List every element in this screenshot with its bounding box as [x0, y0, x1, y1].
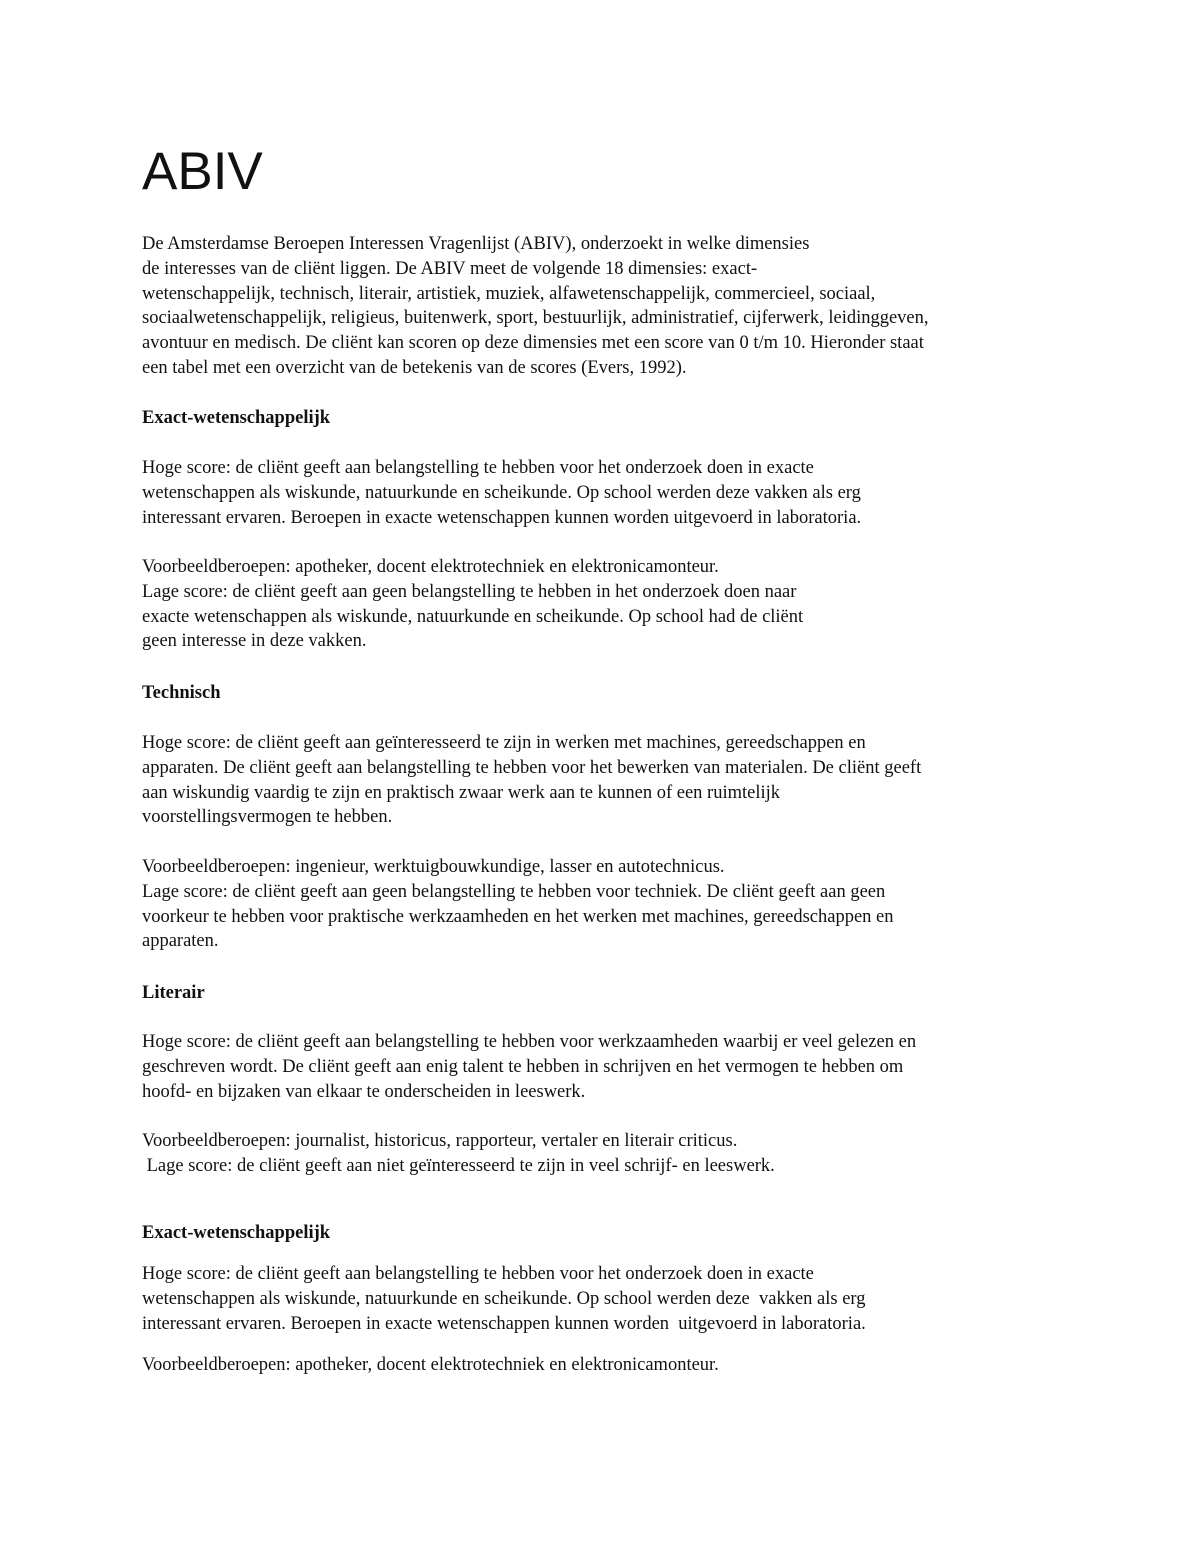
text-line: wetenschappen als wiskunde, natuurkunde en scheikunde. Op school werden deze vakken als erg	[142, 482, 861, 503]
text-line: geen interesse in deze vakken.	[142, 631, 367, 652]
examples-paragraph	[142, 855, 1072, 954]
text-line: hoofd- en bijzaken van elkaar te onderscheiden in leeswerk.	[142, 1081, 586, 1102]
high-score-paragraph	[142, 1030, 1072, 1104]
document-page	[142, 0, 1072, 1553]
text-line: Hoge score: de cliënt geeft aan belangstelling te hebben voor werkzaamheden waarbij er veel gelezen en	[142, 1032, 917, 1052]
text-line: Hoge score: de cliënt geeft aan belangstelling te hebben voor het onderzoek doen in exacte	[142, 458, 814, 478]
high-score-paragraph	[142, 1262, 1072, 1336]
high-score-paragraph	[142, 731, 1072, 830]
text-line: Hoge score: de cliënt geeft aan belangstelling te hebben voor het onderzoek doen in exacte	[142, 1264, 814, 1284]
text-line: interessant ervaren. Beroepen in exacte wetenschappen kunnen worden uitgevoerd in laboratoria.	[142, 507, 862, 528]
examples-paragraph	[142, 1353, 1072, 1378]
text-line: Lage score: de cliënt geeft aan niet geïnteresseerd te zijn in veel schrijf- en leeswerk.	[142, 1155, 775, 1176]
text-line: de interesses van de cliënt liggen. De ABIV meet de volgende 18 dimensies: exact-	[142, 258, 758, 279]
section-heading: Exact-wetenschappelijk	[142, 408, 331, 428]
section-heading: Literair	[142, 983, 205, 1003]
text-line: geschreven wordt. De cliënt geeft aan enig talent te hebben in schrijven en het vermogen te hebben om	[142, 1056, 904, 1077]
text-line: aan wiskundig vaardig te zijn en praktisch zwaar werk aan te kunnen of een ruimtelijk	[142, 782, 781, 803]
text-line: apparaten.	[142, 931, 219, 952]
text-line: apparaten. De cliënt geeft aan belangstelling te hebben voor het bewerken van materialen. De cliënt geeft	[142, 757, 922, 778]
high-score-paragraph	[142, 456, 1072, 530]
text-line: avontuur en medisch. De cliënt kan scoren op deze dimensies met een score van 0 t/m 10. Hieronder staat	[142, 333, 924, 354]
text-line: sociaalwetenschappelijk, religieus, buitenwerk, sport, bestuurlijk, administratief, cijferwerk, leidinggeven,	[142, 308, 929, 329]
intro-paragraph	[142, 232, 1072, 381]
text-line: Voorbeeldberoepen: apotheker, docent elektrotechniek en elektronicamonteur.	[142, 1355, 719, 1375]
text-line: voorstellingsvermogen te hebben.	[142, 807, 393, 828]
text-line: Hoge score: de cliënt geeft aan geïnteresseerd te zijn in werken met machines, gereedschappen en	[142, 733, 866, 753]
examples-paragraph	[142, 1129, 1072, 1179]
page-title: ABIV	[142, 142, 263, 201]
text-line: exacte wetenschappen als wiskunde, natuurkunde en scheikunde. Op school had de cliënt	[142, 606, 804, 627]
text-line: Lage score: de cliënt geeft aan geen belangstelling te hebben in het onderzoek doen naar	[142, 581, 797, 602]
text-line: Lage score: de cliënt geeft aan geen belangstelling te hebben voor techniek. De cliënt geeft aan geen	[142, 881, 886, 902]
examples-paragraph	[142, 555, 1072, 654]
text-line: voorkeur te hebben voor praktische werkzaamheden en het werken met machines, gereedschappen en	[142, 906, 894, 927]
text-line: Voorbeeldberoepen: apotheker, docent elektrotechniek en elektronicamonteur.	[142, 557, 719, 577]
text-line: Voorbeeldberoepen: journalist, historicus, rapporteur, vertaler en literair criticus.	[142, 1131, 738, 1151]
text-line: wetenschappelijk, technisch, literair, artistiek, muziek, alfawetenschappelijk, commercieel, sociaal,	[142, 283, 876, 304]
text-line: De Amsterdamse Beroepen Interessen Vragenlijst (ABIV), onderzoekt in welke dimensies	[142, 234, 810, 254]
text-line: wetenschappen als wiskunde, natuurkunde en scheikunde. Op school werden deze vakken als erg	[142, 1288, 866, 1309]
text-line: interessant ervaren. Beroepen in exacte wetenschappen kunnen worden uitgevoerd in laboratoria.	[142, 1313, 866, 1334]
text-line: Voorbeeldberoepen: ingenieur, werktuigbouwkundige, lasser en autotechnicus.	[142, 857, 725, 877]
section-heading: Technisch	[142, 683, 221, 703]
section-heading: Exact-wetenschappelijk	[142, 1223, 331, 1243]
text-line: een tabel met een overzicht van de betekenis van de scores (Evers, 1992).	[142, 357, 687, 378]
